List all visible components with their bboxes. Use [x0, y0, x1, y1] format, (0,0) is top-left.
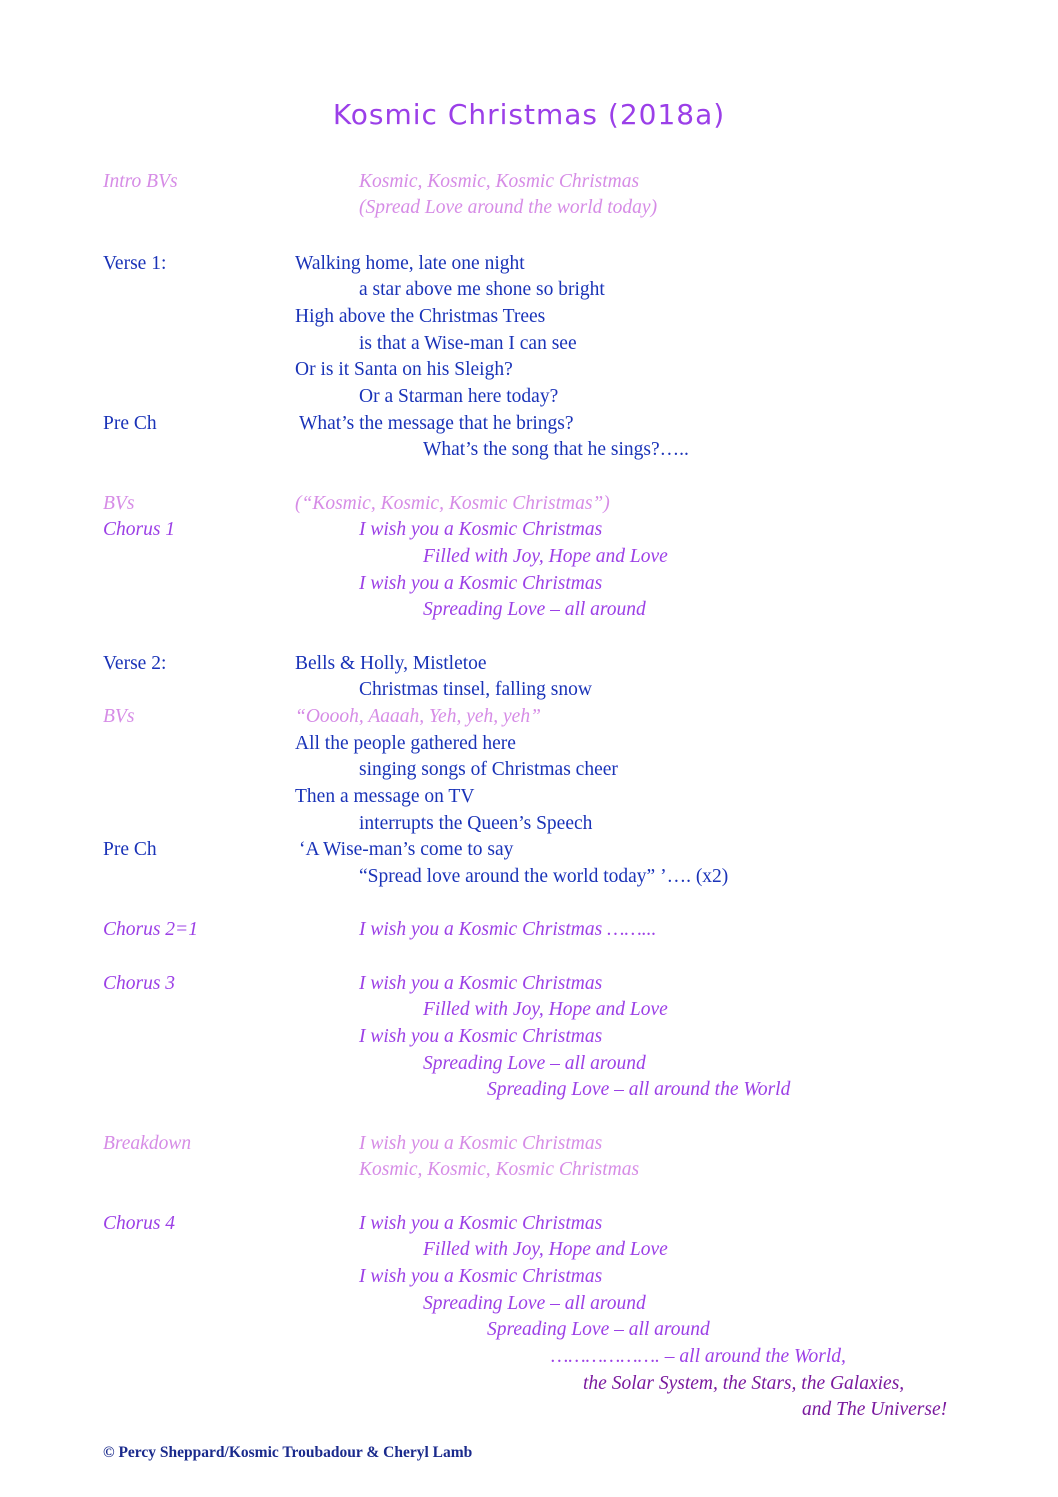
section-label: Chorus 2=1 [103, 919, 198, 940]
lyric-line: Kosmic, Kosmic, Kosmic Christmas [359, 171, 640, 192]
lyric-line: I wish you a Kosmic Christmas [359, 1026, 603, 1047]
lyric-line: singing songs of Christmas cheer [359, 759, 618, 780]
lyric-line: Spreading Love – all around [423, 1293, 646, 1314]
lyric-line: ‘A Wise-man’s come to say [299, 839, 514, 860]
section-label: Chorus 1 [103, 519, 176, 540]
lyric-line: High above the Christmas Trees [295, 306, 546, 327]
lyric-line: Filled with Joy, Hope and Love [423, 1239, 668, 1260]
lyric-line: Spreading Love – all around the World [487, 1079, 791, 1100]
lyric-line: Spreading Love – all around [423, 1053, 646, 1074]
section-label: Pre Ch [103, 839, 157, 860]
lyric-line: Filled with Joy, Hope and Love [423, 999, 668, 1020]
lyric-line: Walking home, late one night [295, 253, 525, 274]
lyric-line: I wish you a Kosmic Christmas [359, 973, 603, 994]
lyric-line: “Ooooh, Aaaah, Yeh, yeh, yeh” [295, 706, 541, 727]
section-label: BVs [103, 706, 135, 727]
lyric-line: Bells & Holly, Mistletoe [295, 653, 487, 674]
lyric-line: Kosmic, Kosmic, Kosmic Christmas [359, 1159, 640, 1180]
lyric-line: Filled with Joy, Hope and Love [423, 546, 668, 567]
section-label: Verse 2: [103, 653, 167, 674]
lyric-line: I wish you a Kosmic Christmas [359, 519, 603, 540]
lyric-line: I wish you a Kosmic Christmas ……... [359, 919, 657, 940]
section-label: BVs [103, 493, 135, 514]
lyric-line: All the people gathered here [295, 733, 516, 754]
lyric-line: is that a Wise-man I can see [359, 333, 577, 354]
lyric-line: Or a Starman here today? [359, 386, 559, 407]
lyric-line: a star above me shone so bright [359, 279, 605, 300]
section-label: Intro BVs [103, 171, 178, 192]
song-title: Kosmic Christmas (2018a) [332, 98, 726, 131]
lyric-line: interrupts the Queen’s Speech [359, 813, 593, 834]
section-label: Chorus 3 [103, 973, 176, 994]
copyright-footer: © Percy Sheppard/Kosmic Troubadour & Cheryl Lamb [103, 1444, 473, 1461]
lyric-line: and The Universe! [802, 1399, 948, 1420]
lyric-line: Or is it Santa on his Sleigh? [295, 359, 513, 380]
lyric-line: I wish you a Kosmic Christmas [359, 1213, 603, 1234]
lyric-line: What’s the song that he sings?….. [423, 439, 689, 460]
lyric-line: What’s the message that he brings? [299, 413, 574, 434]
section-label: Breakdown [103, 1133, 192, 1154]
lyric-line: Christmas tinsel, falling snow [359, 679, 592, 700]
lyric-line: the Solar System, the Stars, the Galaxies, [583, 1373, 905, 1394]
lyric-line: (Spread Love around the world today) [359, 197, 658, 218]
lyric-line: Spreading Love – all around [487, 1319, 710, 1340]
lyric-line: I wish you a Kosmic Christmas [359, 1266, 603, 1287]
section-label: Chorus 4 [103, 1213, 176, 1234]
lyric-line: “Spread love around the world today” ’…. (x2) [359, 866, 729, 887]
lyric-line: Then a message on TV [295, 786, 475, 807]
lyric-line: I wish you a Kosmic Christmas [359, 573, 603, 594]
section-label: Pre Ch [103, 413, 157, 434]
section-label: Verse 1: [103, 253, 167, 274]
lyric-line: (“Kosmic, Kosmic, Kosmic Christmas”) [295, 493, 610, 514]
lyric-line: I wish you a Kosmic Christmas [359, 1133, 603, 1154]
lyric-line: ………………. – all around the World, [551, 1346, 846, 1367]
lyric-line: Spreading Love – all around [423, 599, 646, 620]
